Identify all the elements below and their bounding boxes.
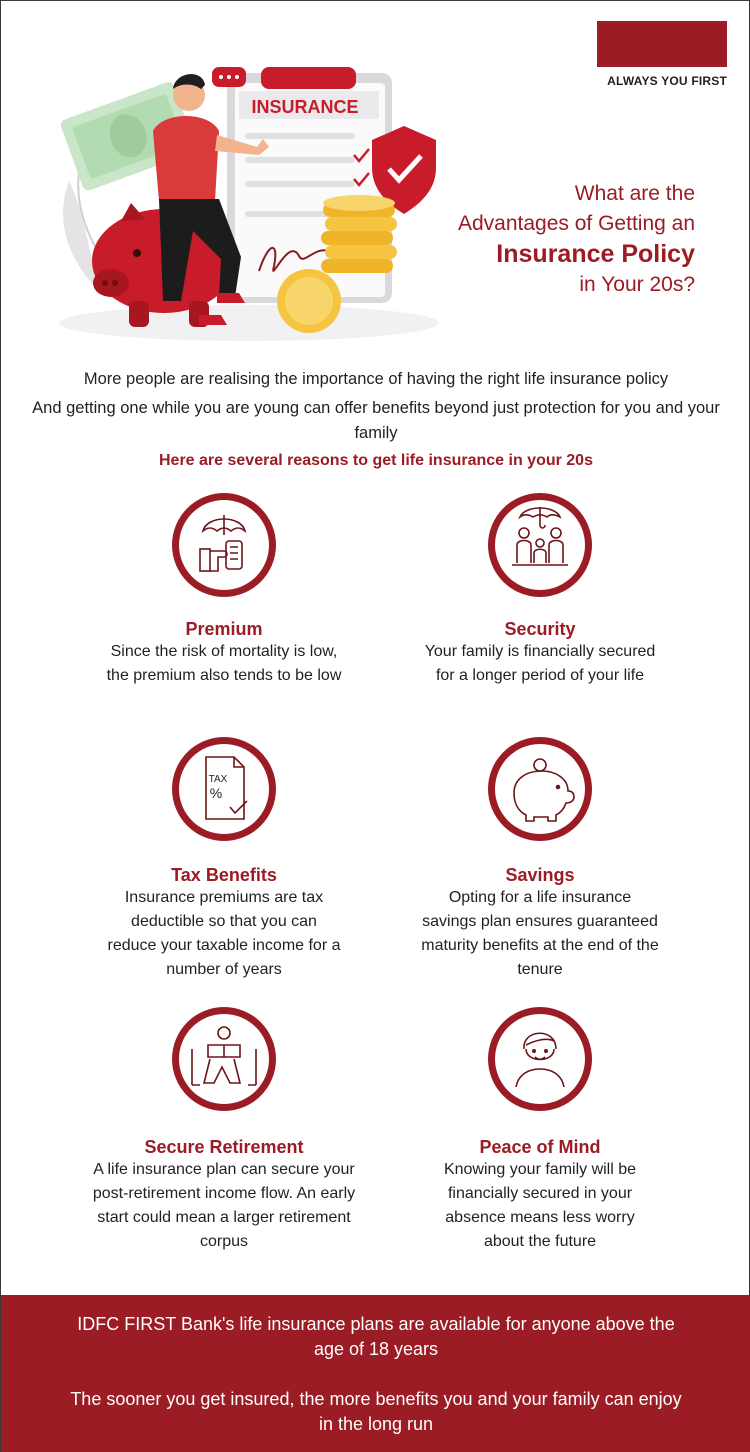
brand-tagline: ALWAYS YOU FIRST xyxy=(607,74,727,88)
benefit-description: Your family is financially secured for a longer period of your life xyxy=(424,643,656,684)
headline-line-4: in Your 20s? xyxy=(579,273,695,296)
ground-shadow xyxy=(59,305,439,341)
footer-paragraph-2: The sooner you get insured, the more benefits you and your family can enjoy in the long run xyxy=(70,1389,682,1434)
leaf-icon xyxy=(63,181,99,291)
benefit-security xyxy=(400,491,680,688)
footer-paragraph-1: IDFC FIRST Bank's life insurance plans are available for anyone above the age of 18 years xyxy=(77,1314,675,1359)
benefit-description: Insurance premiums are tax deductible so that you can reduce your taxable income for a number of years xyxy=(107,889,341,978)
svg-text:TAX: TAX xyxy=(208,774,228,785)
piggy-bank-icon xyxy=(486,735,594,843)
intro-text xyxy=(31,367,721,446)
chat-bubble-icon xyxy=(212,67,246,87)
benefit-title: Savings xyxy=(505,865,575,885)
reasons-heading: Here are several reasons to get life insurance in your 20s xyxy=(159,452,593,469)
benefit-description: Since the risk of mortality is low, the premium also tends to be low xyxy=(106,643,342,684)
smiling-person-icon xyxy=(486,1005,594,1113)
headline-line-1: What are the xyxy=(574,182,695,205)
umbrella-hand-icon xyxy=(170,491,278,599)
headline-line-3: Insurance Policy xyxy=(496,240,695,268)
footer-banner xyxy=(1,1295,750,1452)
svg-text:INSURANCE: INSURANCE xyxy=(251,97,359,117)
svg-text:%: % xyxy=(209,785,223,801)
benefit-title: Secure Retirement xyxy=(144,1137,304,1157)
benefit-peace-of-mind xyxy=(400,1005,680,1254)
benefit-retirement xyxy=(84,1005,364,1254)
benefit-title: Premium xyxy=(185,619,263,639)
benefit-description: Opting for a life insurance savings plan ensures guaranteed maturity benefits at the end of the tenure xyxy=(421,889,659,978)
benefit-description: Knowing your family will be financially secured in your absence means less worry about the future xyxy=(443,1161,637,1250)
headline-line-2: Advantages of Getting an xyxy=(458,212,695,235)
reading-person-icon xyxy=(170,1005,278,1113)
benefit-tax xyxy=(84,735,364,982)
family-umbrella-icon xyxy=(486,491,594,599)
tax-document-icon xyxy=(170,735,278,843)
benefit-premium xyxy=(84,491,364,688)
bank-logo[interactable] xyxy=(597,21,727,67)
benefit-title: Peace of Mind xyxy=(479,1137,601,1157)
intro-paragraph-1: More people are realising the importance of having the right life insurance policy xyxy=(83,370,669,388)
intro-paragraph-2: And getting one while you are young can offer benefits beyond just protection for you and your family xyxy=(32,399,720,442)
benefit-title: Tax Benefits xyxy=(171,865,277,885)
benefit-savings xyxy=(400,735,680,982)
page-headline xyxy=(375,179,695,300)
benefit-description: A life insurance plan can secure your post-retirement income flow. An early start could mean a larger retirement corpus xyxy=(92,1161,356,1250)
benefit-title: Security xyxy=(504,619,576,639)
